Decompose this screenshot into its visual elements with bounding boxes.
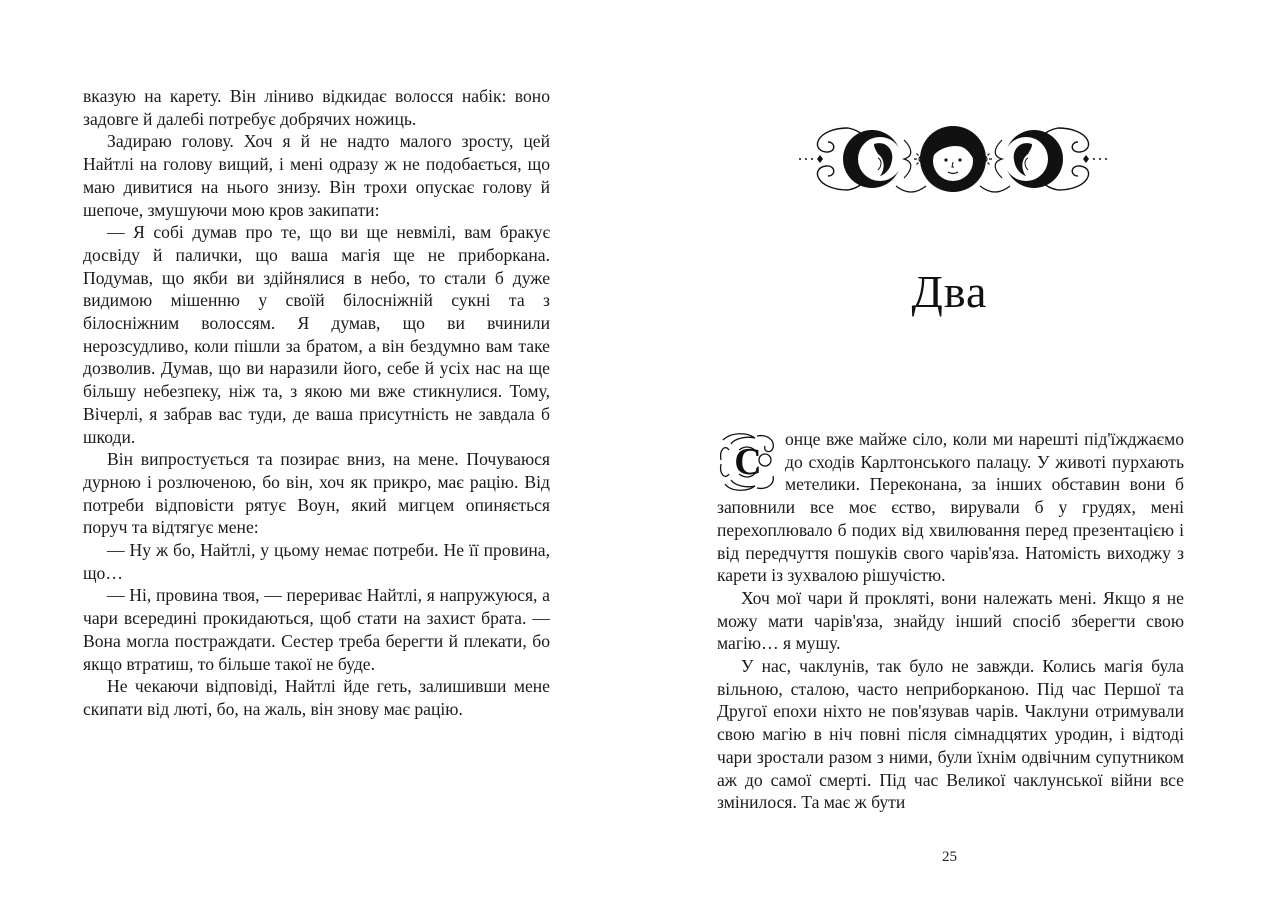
paragraph: Задираю голову. Хоч я й не надто малого зросту, цей Найтлі на голову вищий, і мені одразу ж не подобається, що маю дивитися на нього знизу. Він трохи опускає голову й шепоче, змушуючи мою кров закипати:: [83, 131, 550, 220]
center-moon-medallion: [920, 126, 986, 192]
right-page: [633, 0, 1266, 917]
drop-cap-ornate-letter: [717, 430, 779, 494]
paragraph: Не чекаючи відповіді, Найтлі йде геть, залишивши мене скипати від люті, бо, на жаль, він знову має рацію.: [83, 676, 550, 719]
paragraph: Він випростується та позирає вниз, на мене. Почуваюся дурною і розлюченою, бо він, хоч як прикро, має рацію. Від потреби відповісти рятує Воун, який мигцем опиняється поруч та відтягує мене:: [83, 449, 550, 538]
paragraph: вказую на карету. Він ліниво відкидає волосся набік: воно задовге й далебі потребує добрячих ножиць.: [83, 86, 550, 129]
svg-text:С: С: [734, 441, 762, 483]
right-page-text: [717, 428, 1184, 814]
paragraph: У нас, чаклунів, так було не завжди. Колись магія була вільною, сталою, часто неприборканою. Під час Першої та Другої епохи ніхто не пов'язував чарів. Чаклуни отримували свою магію в ніч повні після сімнадцятих уродин, і відтоді чари зростали разом з ними, були їхнім одвічним супутником аж до самої смерті. Під час Великої чаклунської війни все змінилося. Та має ж бути: [717, 656, 1184, 813]
first-paragraph: [717, 428, 1184, 587]
paragraph: — Ну ж бо, Найтлі, у цьому немає потреби. Не її провина, що…: [83, 540, 550, 583]
chapter-ornament: [796, 120, 1110, 198]
chapter-title: Два: [911, 266, 988, 317]
left-moon-medallion: [843, 130, 902, 188]
paragraph: Хоч мої чари й прокляті, вони належать мені. Якщо я не можу мати чарів'яза, знайду інший спосіб зберегти свою магію… я мушу.: [717, 587, 1184, 654]
paragraph: — Ні, провина твоя, — перериває Найтлі, я напружуюся, а чари всередині прокидаються, щоб стати на захист брата. — Вона могла постраждати. Сестер треба берегти й плекати, бо якщо втратиш, то більше такої не буде.: [83, 585, 550, 674]
page-number: 25: [942, 849, 957, 865]
paragraph: — Я собі думав про те, що ви ще невмілі, вам бракує досвіду й палички, що ваша магія ще не приборкана. Подумав, що якби ви здійнялися в небо, то стали б дуже видимою мішенню у своїй білосніжній сукні та з білосніжним волоссям. Я думав, що ви вчинили нерозсудливо, коли пішли за братом, а він бездумно вам таке дозволив. Думав, що ви наразили його, себе й усіх нас на ще більшу небезпеку, ніж та, з якою ми вже стикнулися. Тому, Вічерлі, я забрав вас туди, де ваша присутність не завдала б шкоди.: [83, 222, 550, 447]
first-paragraph-text: онце вже майже сіло, коли ми нарешті під'їжджаємо до сходів Карлтонського палацу. У животі пурхають метелики. Переконана, за інших обставин вони б заповнили все моє єство, вирували б у грудях, мені перехоплювало б подих від хвилювання перед презентацією і від передчуття пошуків свого чарів'яза. Натомість виходжу з карети із зухвалою рішучістю.: [717, 429, 1184, 586]
right-moon-medallion: [1004, 130, 1063, 188]
left-page-text: [83, 85, 550, 721]
